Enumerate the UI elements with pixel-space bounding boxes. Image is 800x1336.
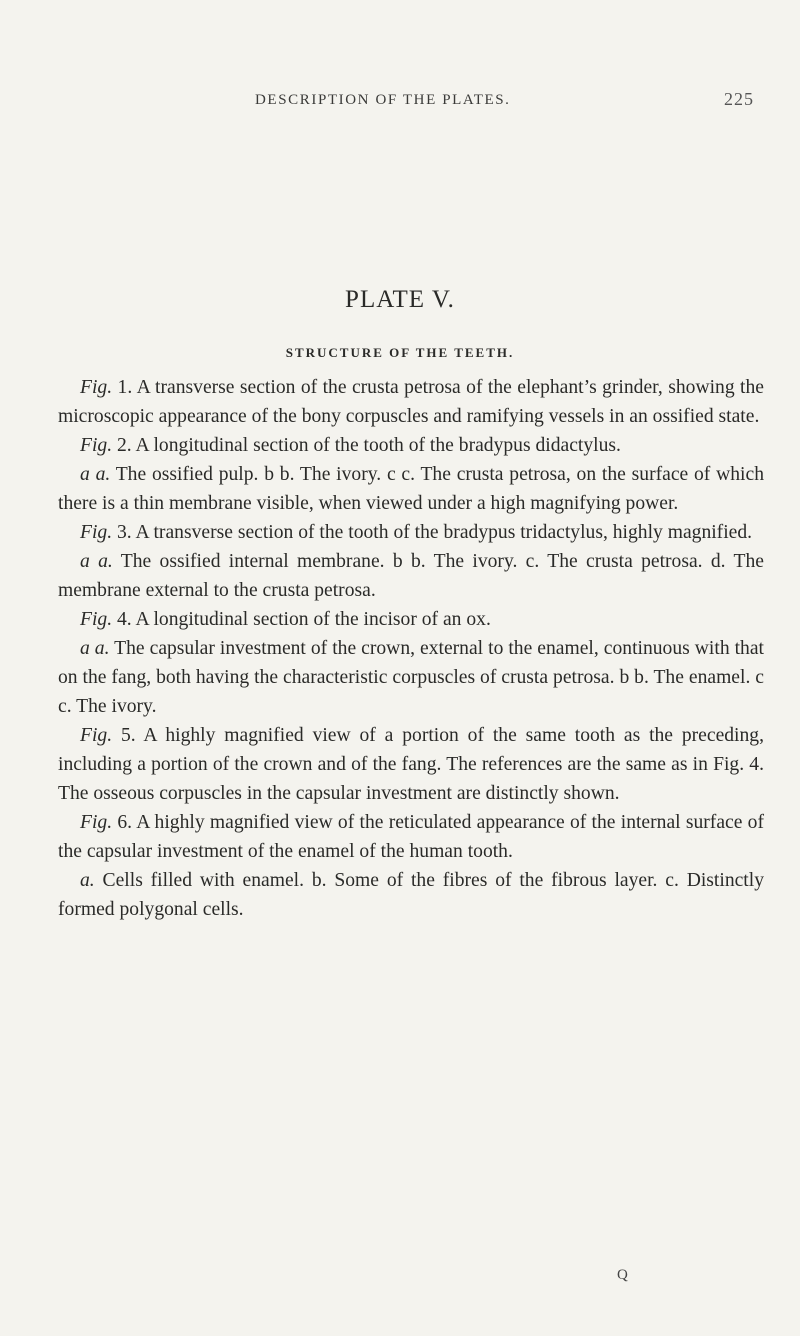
paragraph-fig-6-refs bbox=[58, 866, 764, 924]
paragraph-text: The ossified internal membrane. b b. The ivory. c. The crusta petrosa. d. The membrane external to the crusta petrosa. bbox=[58, 551, 764, 601]
plate-title: PLATE V. bbox=[345, 286, 455, 313]
paragraph-text: 6. A highly magnified view of the reticulated appearance of the internal surface of the capsular investment of the enamel of the human tooth. bbox=[58, 812, 764, 862]
paragraph-fig-5 bbox=[58, 721, 764, 808]
paragraph-label: Fig. bbox=[80, 725, 113, 746]
paragraph-label: a. bbox=[80, 870, 95, 891]
paragraph-fig-4-refs bbox=[58, 634, 764, 721]
paragraph-fig-2-refs bbox=[58, 460, 764, 518]
paragraph-fig-3-refs bbox=[58, 547, 764, 605]
signature-mark: Q bbox=[617, 1267, 628, 1283]
paragraph-fig-3 bbox=[58, 518, 764, 547]
paragraph-fig-4 bbox=[58, 605, 764, 634]
paragraph-label: a a. bbox=[80, 638, 110, 659]
paragraph-text: 1. A transverse section of the crusta petrosa of the elephant’s grinder, showing the microscopic appearance of the bony corpuscles and ramifying vessels in an ossified state. bbox=[58, 377, 764, 427]
paragraph-text: The capsular investment of the crown, external to the enamel, continuous with that on the fang, both having the characteristic corpuscles of crusta petrosa. b b. The enamel. c c. The ivory. bbox=[58, 638, 764, 717]
paragraph-label: Fig. bbox=[80, 812, 113, 833]
running-head: DESCRIPTION OF THE PLATES. bbox=[255, 92, 511, 108]
paragraph-label: Fig. bbox=[80, 377, 113, 398]
paragraph-label: a a. bbox=[80, 551, 113, 572]
section-title: STRUCTURE OF THE TEETH. bbox=[285, 345, 515, 360]
paragraph-label: a a. bbox=[80, 464, 111, 485]
paragraph-text: The ossified pulp. b b. The ivory. c c. The crusta petrosa, on the surface of which there is a thin membrane visible, when viewed under a high magnifying power. bbox=[58, 464, 764, 514]
paragraph-fig-2 bbox=[58, 431, 764, 460]
paragraph-text: Cells filled with enamel. b. Some of the fibres of the fibrous layer. c. Distinctly formed polygonal cells. bbox=[58, 870, 764, 920]
paragraph-label: Fig. bbox=[80, 435, 113, 456]
paragraph-text: 3. A transverse section of the tooth of the bradypus tridactylus, highly magnified. bbox=[112, 522, 753, 543]
page-number: 225 bbox=[724, 89, 754, 109]
paragraph-fig-6 bbox=[58, 808, 764, 866]
paragraph-fig-1 bbox=[58, 373, 764, 431]
paragraph-text: 4. A longitudinal section of the incisor of an ox. bbox=[112, 609, 491, 630]
paragraph-text: 2. A longitudinal section of the tooth of the bradypus didactylus. bbox=[112, 435, 621, 456]
paragraph-text: 5. A highly magnified view of a portion of the same tooth as the preceding, including a portion of the crown and of the fang. The references are the same as in Fig. 4. The osseous corpuscles in the capsular investment are distinctly shown. bbox=[58, 725, 764, 804]
paragraph-label: Fig. bbox=[80, 522, 113, 543]
plate-description bbox=[58, 373, 764, 924]
paragraph-label: Fig. bbox=[80, 609, 113, 630]
